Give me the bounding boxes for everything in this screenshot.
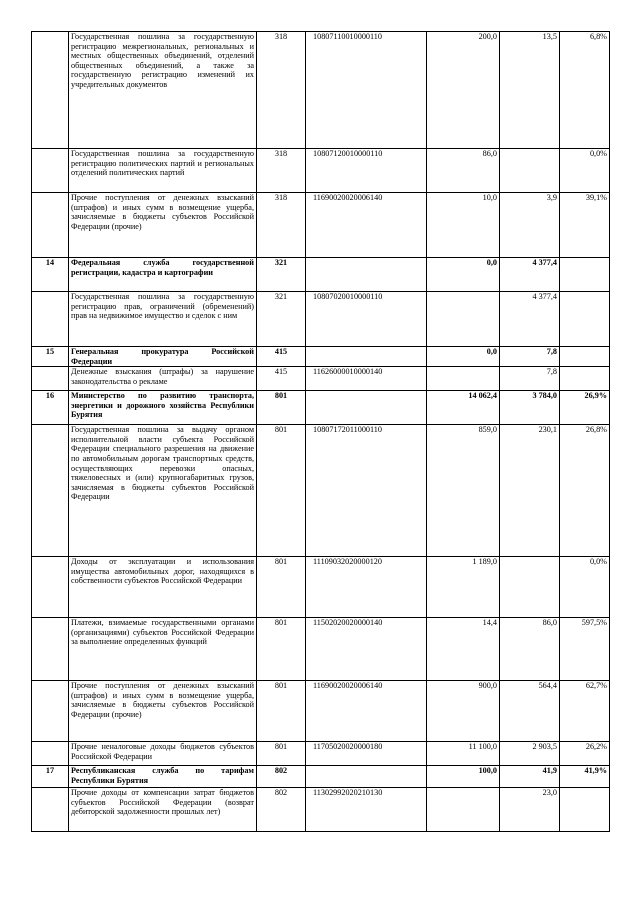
admin-code-cell: 415 bbox=[257, 367, 306, 391]
revenue-table-body bbox=[32, 32, 610, 832]
actual-amount-cell: 564,4 bbox=[500, 681, 560, 742]
admin-code-cell: 318 bbox=[257, 149, 306, 193]
plan-amount-cell: 0,0 bbox=[427, 258, 500, 292]
actual-amount-cell bbox=[500, 557, 560, 618]
execution-percent-cell bbox=[560, 347, 610, 367]
plan-amount-cell: 900,0 bbox=[427, 681, 500, 742]
plan-amount-cell: 14,4 bbox=[427, 618, 500, 681]
section-row bbox=[32, 347, 610, 367]
execution-percent-cell: 26,9% bbox=[560, 391, 610, 425]
budget-classification-code-cell: 11705020020000180 bbox=[306, 742, 427, 766]
budget-classification-code-cell bbox=[306, 391, 427, 425]
row-number-cell bbox=[32, 557, 69, 618]
budget-classification-code-cell: 10807020010000110 bbox=[306, 292, 427, 347]
admin-code-cell: 318 bbox=[257, 193, 306, 258]
admin-code-cell: 415 bbox=[257, 347, 306, 367]
revenue-name-cell: Прочие неналоговые доходы бюджетов субъектов Российской Федерации bbox=[69, 742, 257, 766]
execution-percent-cell: 0,0% bbox=[560, 149, 610, 193]
table-row bbox=[32, 149, 610, 193]
table-row bbox=[32, 618, 610, 681]
row-number-cell bbox=[32, 193, 69, 258]
budget-classification-code-cell: 11502020020000140 bbox=[306, 618, 427, 681]
execution-percent-cell: 62,7% bbox=[560, 681, 610, 742]
execution-percent-cell: 26,2% bbox=[560, 742, 610, 766]
execution-percent-cell bbox=[560, 788, 610, 832]
revenue-name-cell: Государственная пошлина за государственную регистрацию межрегиональных, региональных и местных общественных объединений, отделений общественных объединений, а также за государственную регистрацию изменений их учредительных документов bbox=[69, 32, 257, 149]
plan-amount-cell: 14 062,4 bbox=[427, 391, 500, 425]
budget-classification-code-cell: 10807110010000110 bbox=[306, 32, 427, 149]
revenue-name-cell: Федеральная служба государственной регистрации, кадастра и картографии bbox=[69, 258, 257, 292]
plan-amount-cell: 0,0 bbox=[427, 347, 500, 367]
revenue-name-cell: Министерство по развитию транспорта, энергетики и дорожного хозяйства Республики Бурятия bbox=[69, 391, 257, 425]
table-row bbox=[32, 425, 610, 557]
admin-code-cell: 321 bbox=[257, 292, 306, 347]
plan-amount-cell: 86,0 bbox=[427, 149, 500, 193]
revenue-table bbox=[31, 31, 610, 832]
revenue-name-cell: Прочие поступления от денежных взысканий (штрафов) и иных сумм в возмещение ущерба, зачисляемые в бюджеты субъектов Российской Федерации (прочие) bbox=[69, 193, 257, 258]
admin-code-cell: 802 bbox=[257, 766, 306, 788]
revenue-name-cell: Доходы от эксплуатации и использования имущества автомобильных дорог, находящихся в собственности субъектов Российской Федерации bbox=[69, 557, 257, 618]
admin-code-cell: 801 bbox=[257, 618, 306, 681]
execution-percent-cell: 41,9% bbox=[560, 766, 610, 788]
row-number-cell bbox=[32, 681, 69, 742]
revenue-name-cell: Государственная пошлина за государственную регистрацию политических партий и региональных отделений политических партий bbox=[69, 149, 257, 193]
row-number-cell bbox=[32, 425, 69, 557]
revenue-name-cell: Прочие доходы от компенсации затрат бюджетов субъектов Российской Федерации (возврат дебиторской задолженности прошлых лет) bbox=[69, 788, 257, 832]
budget-classification-code-cell: 11690020020006140 bbox=[306, 681, 427, 742]
actual-amount-cell: 4 377,4 bbox=[500, 258, 560, 292]
section-row bbox=[32, 766, 610, 788]
actual-amount-cell: 86,0 bbox=[500, 618, 560, 681]
admin-code-cell: 318 bbox=[257, 32, 306, 149]
actual-amount-cell: 230,1 bbox=[500, 425, 560, 557]
revenue-name-cell: Прочие поступления от денежных взысканий (штрафов) и иных сумм в возмещение ущерба, зачисляемые в бюджеты субъектов Российской Федерации (прочие) bbox=[69, 681, 257, 742]
admin-code-cell: 801 bbox=[257, 742, 306, 766]
actual-amount-cell: 4 377,4 bbox=[500, 292, 560, 347]
table-row bbox=[32, 32, 610, 149]
table-row bbox=[32, 742, 610, 766]
plan-amount-cell bbox=[427, 292, 500, 347]
table-row bbox=[32, 788, 610, 832]
budget-classification-code-cell: 10807120010000110 bbox=[306, 149, 427, 193]
admin-code-cell: 802 bbox=[257, 788, 306, 832]
actual-amount-cell: 3,9 bbox=[500, 193, 560, 258]
row-number-cell bbox=[32, 742, 69, 766]
execution-percent-cell bbox=[560, 367, 610, 391]
revenue-name-cell: Платежи, взимаемые государственными органами (организациями) субъектов Российской Федерации за выполнение определенных функций bbox=[69, 618, 257, 681]
budget-classification-code-cell: 11626000010000140 bbox=[306, 367, 427, 391]
plan-amount-cell bbox=[427, 788, 500, 832]
execution-percent-cell: 6,8% bbox=[560, 32, 610, 149]
execution-percent-cell: 26,8% bbox=[560, 425, 610, 557]
actual-amount-cell: 41,9 bbox=[500, 766, 560, 788]
table-row bbox=[32, 367, 610, 391]
plan-amount-cell: 859,0 bbox=[427, 425, 500, 557]
row-number-cell bbox=[32, 788, 69, 832]
actual-amount-cell: 7,8 bbox=[500, 347, 560, 367]
execution-percent-cell: 0,0% bbox=[560, 557, 610, 618]
plan-amount-cell: 200,0 bbox=[427, 32, 500, 149]
revenue-name-cell: Государственная пошлина за государственную регистрацию прав, ограничений (обременений) прав на недвижимое имущество и сделок с ним bbox=[69, 292, 257, 347]
plan-amount-cell: 11 100,0 bbox=[427, 742, 500, 766]
plan-amount-cell: 100,0 bbox=[427, 766, 500, 788]
row-number-cell bbox=[32, 367, 69, 391]
revenue-name-cell: Генеральная прокуратура Российской Федерации bbox=[69, 347, 257, 367]
budget-classification-code-cell: 11109032020000120 bbox=[306, 557, 427, 618]
section-row bbox=[32, 258, 610, 292]
budget-classification-code-cell: 10807172011000110 bbox=[306, 425, 427, 557]
admin-code-cell: 801 bbox=[257, 425, 306, 557]
execution-percent-cell: 597,5% bbox=[560, 618, 610, 681]
budget-classification-code-cell bbox=[306, 258, 427, 292]
row-number-cell bbox=[32, 292, 69, 347]
actual-amount-cell bbox=[500, 149, 560, 193]
row-number-cell: 14 bbox=[32, 258, 69, 292]
table-row bbox=[32, 193, 610, 258]
execution-percent-cell bbox=[560, 258, 610, 292]
actual-amount-cell: 2 903,5 bbox=[500, 742, 560, 766]
actual-amount-cell: 13,5 bbox=[500, 32, 560, 149]
admin-code-cell: 801 bbox=[257, 557, 306, 618]
execution-percent-cell: 39,1% bbox=[560, 193, 610, 258]
budget-classification-code-cell bbox=[306, 766, 427, 788]
admin-code-cell: 321 bbox=[257, 258, 306, 292]
section-row bbox=[32, 391, 610, 425]
row-number-cell bbox=[32, 32, 69, 149]
admin-code-cell: 801 bbox=[257, 391, 306, 425]
plan-amount-cell: 1 189,0 bbox=[427, 557, 500, 618]
revenue-name-cell: Денежные взыскания (штрафы) за нарушение законодательства о рекламе bbox=[69, 367, 257, 391]
revenue-name-cell: Государственная пошлина за выдачу органом исполнительной власти субъекта Российской Федерации специального разрешения на движение по автомобильным дорогам транспортных средств, осуществляющих перевозки опасных, тяжеловесных и (или) крупногабаритных грузов, зачисляемая в бюджеты субъектов Российской Федерации bbox=[69, 425, 257, 557]
row-number-cell bbox=[32, 618, 69, 681]
row-number-cell: 16 bbox=[32, 391, 69, 425]
row-number-cell: 15 bbox=[32, 347, 69, 367]
plan-amount-cell: 10,0 bbox=[427, 193, 500, 258]
row-number-cell: 17 bbox=[32, 766, 69, 788]
actual-amount-cell: 3 784,0 bbox=[500, 391, 560, 425]
actual-amount-cell: 7,8 bbox=[500, 367, 560, 391]
table-row bbox=[32, 292, 610, 347]
budget-classification-code-cell: 11302992020210130 bbox=[306, 788, 427, 832]
row-number-cell bbox=[32, 149, 69, 193]
budget-classification-code-cell bbox=[306, 347, 427, 367]
plan-amount-cell bbox=[427, 367, 500, 391]
execution-percent-cell bbox=[560, 292, 610, 347]
actual-amount-cell: 23,0 bbox=[500, 788, 560, 832]
budget-classification-code-cell: 11690020020006140 bbox=[306, 193, 427, 258]
table-row bbox=[32, 681, 610, 742]
table-row bbox=[32, 557, 610, 618]
admin-code-cell: 801 bbox=[257, 681, 306, 742]
revenue-name-cell: Республиканская служба по тарифам Республики Бурятия bbox=[69, 766, 257, 788]
